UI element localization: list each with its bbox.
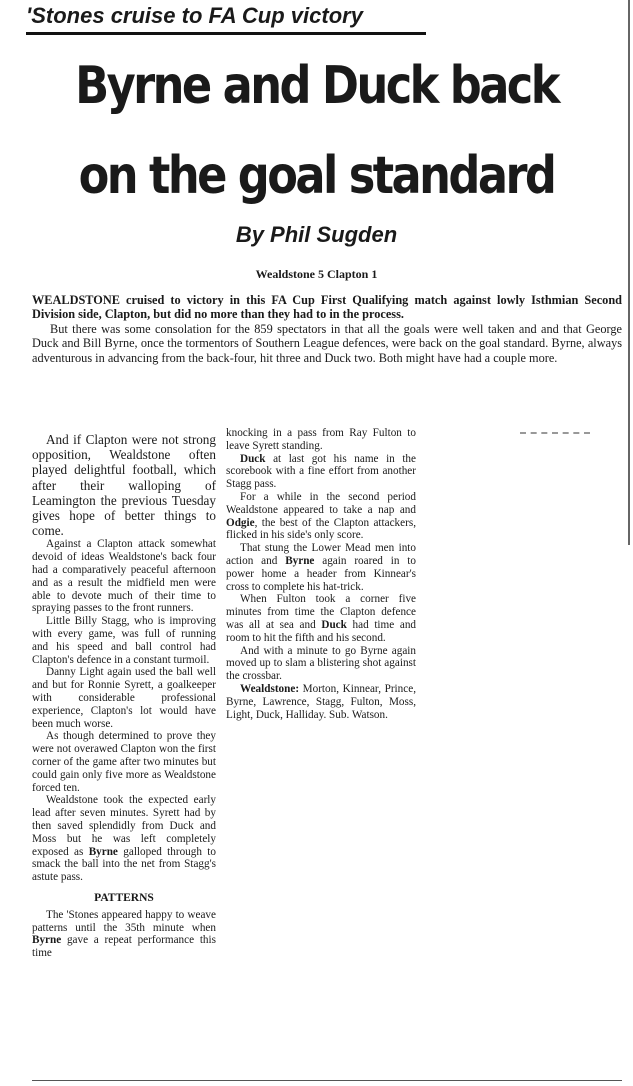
text-run: For a while in the second period Wealdstone appeared to take a nap and: [226, 490, 416, 516]
match-result: Wealdstone 5 Clapton 1: [255, 267, 378, 281]
intro-paragraph: But there was some consolation for the 859 spectators in that all the goals were well taken and and that George Duck and Bill Byrne, once the tormentors of Southern League defences, were back on the goal standard. Byrne, always adventurous in advancing from the back-four, hit three and Duck two. Both might have had a couple more.: [32, 321, 622, 365]
player-name: Duck: [321, 618, 347, 631]
left-paragraph-7: [32, 909, 216, 960]
left-paragraph-4: Danny Light again used the ball well and but for Ronnie Syrett, a goalkeeper with considerable professional experience, Clapton's lot would have been much worse.: [32, 666, 216, 730]
right-column: [226, 427, 416, 721]
text-run: again roared in to power home a header from Kinnear's cross to complete his hat-trick.: [226, 554, 416, 593]
right-paragraph-2: [226, 453, 416, 491]
kicker: 'Stones cruise to FA Cup victory: [26, 3, 363, 28]
headline-line-2: on the goal standard: [78, 146, 555, 206]
left-paragraph-3: Little Billy Stagg, who is improving with every game, was full of running and his speed and ball control had Clapton's defence in a constant turmoil.: [32, 615, 216, 666]
player-name: Byrne: [88, 845, 118, 858]
text-run: at last got his name in the scorebook with a fine effort from another Stagg pass.: [226, 452, 416, 491]
player-name: Odgie: [226, 516, 255, 529]
player-name: Byrne: [285, 554, 315, 567]
team-label: Wealdstone:: [240, 682, 300, 695]
left-paragraph-1: And if Clapton were not strong opposition, Wealdstone often played delightful football, which after their walloping of Leamington the previous Tuesday gives hope of better things to come.: [32, 432, 216, 539]
text-run: That stung the Lower Mead men into action and: [226, 542, 416, 567]
left-paragraph-5: As though determined to prove they were not overawed Clapton won the first corner of the game after two minutes but could gain only five more as Wealdstone forced ten.: [32, 730, 216, 794]
byline: By Phil Sugden: [235, 222, 398, 247]
right-paragraph-3: [226, 491, 416, 542]
text-run: had time and room to hit the fifth and his second.: [226, 618, 417, 644]
bottom-rule: [32, 1080, 622, 1081]
right-paragraph-5: [226, 593, 416, 644]
text-run: Wealdstone took the expected early lead after seven minutes. Syrett had by then saved splendidly from Duck and Moss but he was left completely exposed as: [32, 794, 216, 858]
text-run: When Fulton took a corner five minutes from time the Clapton defence was all at sea and: [226, 593, 416, 631]
text-run: , the best of the Clapton attackers, flicked in his side's only score.: [226, 516, 416, 542]
page-edge-rule: [628, 0, 630, 545]
left-paragraph-6: [32, 794, 216, 884]
right-paragraph-4: [226, 542, 416, 593]
left-column: [32, 432, 216, 960]
left-paragraph-2: Against a Clapton attack somewhat devoid of ideas Wealdstone's back four had a comparatively peaceful afternoon and as a result the midfield men were able to devote much of their time to spraying passes to the front runners.: [32, 538, 216, 615]
intro: [32, 293, 622, 365]
dashed-rule: [520, 432, 590, 436]
text-run: galloped through to smack the ball into the net from Stagg's astute pass.: [32, 845, 216, 884]
right-paragraph-1: knocking in a pass from Ray Fulton to leave Syrett standing.: [226, 427, 416, 452]
right-paragraph-6: And with a minute to go Byrne again moved up to slam a blistering shot against the crossbar.: [226, 644, 416, 683]
player-name: Duck: [240, 452, 266, 465]
text-run: gave a repeat performance this time: [32, 934, 216, 960]
subhead-patterns: PATTERNS: [94, 891, 154, 904]
intro-lead: WEALDSTONE cruised to victory in this FA Cup First Qualifying match against lowly Isthmian Second Division side, Clapton, but did no more than they had to in the process.: [32, 293, 622, 322]
headline-line-1: Byrne and Duck back: [75, 56, 558, 116]
team-lineup: [226, 683, 416, 721]
team-list: Morton, Kinnear, Prince, Byrne, Lawrence, Stagg, Fulton, Moss, Light, Duck, Halliday. Sub. Watson.: [226, 682, 416, 721]
kicker-rule: [26, 32, 426, 35]
text-run: The 'Stones appeared happy to weave patterns until the 35th minute when: [32, 908, 216, 934]
player-name: Byrne: [32, 934, 62, 947]
